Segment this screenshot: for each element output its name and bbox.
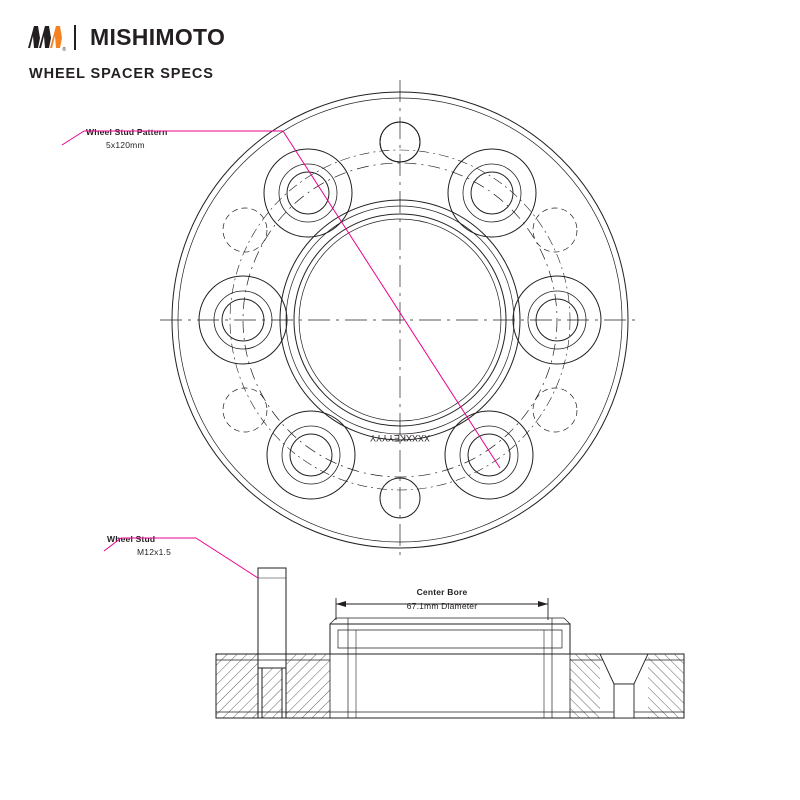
lug-boss bbox=[445, 411, 533, 499]
construction-hole bbox=[533, 388, 577, 432]
registered-trademark-icon: ® bbox=[62, 47, 66, 53]
lug-boss bbox=[267, 411, 355, 499]
callout-value: M12x1.5 bbox=[137, 547, 172, 557]
wheel-stud bbox=[258, 568, 286, 718]
construction-hole bbox=[223, 208, 267, 252]
leader-diagonal bbox=[283, 131, 500, 468]
callout-value: 67.1mm Diameter bbox=[406, 601, 478, 611]
construction-hole bbox=[533, 208, 577, 252]
callout-title: Center Bore bbox=[416, 587, 468, 597]
callout-value: 5x120mm bbox=[106, 140, 145, 150]
callout-title: Wheel Stud bbox=[107, 534, 156, 544]
leader-tick bbox=[104, 538, 121, 551]
brand-name: MISHIMOTO bbox=[90, 23, 226, 50]
leader-diagonal bbox=[196, 538, 258, 578]
front-view bbox=[160, 80, 640, 560]
center-bore-dimension bbox=[336, 598, 548, 620]
face-engraving-text: XXXXKEYYYY bbox=[369, 433, 431, 443]
section-hatching bbox=[216, 654, 684, 718]
callout-title: Wheel Stud Pattern bbox=[86, 127, 168, 137]
lug-boss bbox=[448, 149, 536, 237]
leader-lines bbox=[62, 131, 500, 578]
page-title: WHEEL SPACER SPECS bbox=[29, 66, 214, 82]
leader-tick bbox=[62, 131, 84, 145]
construction-hole bbox=[223, 388, 267, 432]
section-view bbox=[216, 568, 684, 718]
